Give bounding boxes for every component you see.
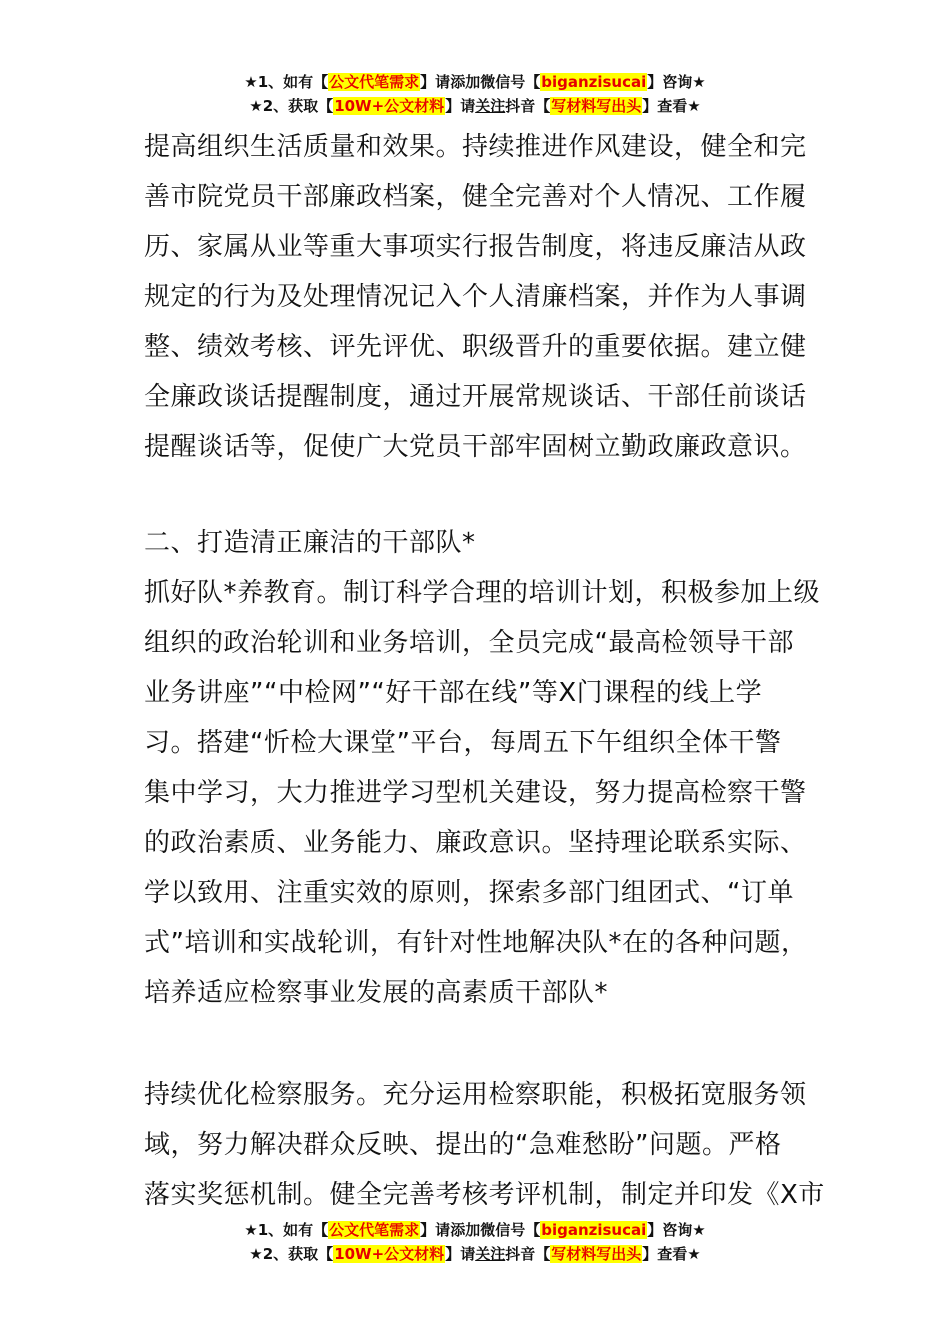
banner-text: 】咨询★	[647, 1221, 706, 1239]
banner-text: 】咨询★	[647, 73, 706, 91]
banner-text: 关注	[475, 1245, 506, 1263]
paragraph-line: 整、绩效考核、评先评优、职级晋升的重要依据。建立健	[144, 332, 807, 362]
banner-highlight: biganzisucai	[541, 73, 647, 91]
banner-line-2	[0, 1242, 950, 1266]
paragraph-line: 域，努力解决群众反映、提出的“急难愁盼”问题。严格	[144, 1130, 782, 1160]
banner-line-1	[0, 1218, 950, 1242]
banner-line-2	[0, 94, 950, 118]
paragraph-line: 的政治素质、业务能力、廉政意识。坚持理论联系实际、	[144, 828, 807, 858]
paragraph-line: 规定的行为及处理情况记入个人清廉档案，并作为人事调	[144, 282, 807, 312]
banner-text: ★2、获取【	[249, 1245, 334, 1263]
banner-text: 添加	[450, 1221, 481, 1239]
banner-text: 】请	[445, 1245, 476, 1263]
paragraph-line: 习。搭建“忻检大课堂”平台，每周五下午组织全体干警	[144, 728, 782, 758]
banner-text: 微信号【	[480, 1221, 541, 1239]
banner-text: 】查看★	[642, 97, 701, 115]
paragraph-line: 提高组织生活质量和效果。持续推进作风建设，健全和完	[144, 132, 807, 162]
header-banner	[0, 70, 950, 118]
banner-text: 抖音【	[505, 97, 551, 115]
section-heading: 二、打造清正廉洁的干部队*	[144, 528, 476, 558]
banner-text: ★1、如有【	[244, 1221, 329, 1239]
banner-text: 添加	[450, 73, 481, 91]
banner-highlight: 写材料写出头	[551, 1245, 642, 1263]
paragraph-line: 式”培训和实战轮训，有针对性地解决队*在的各种问题，	[144, 928, 808, 958]
paragraph-line: 提醒谈话等，促使广大党员干部牢固树立勤政廉政意识。	[144, 432, 807, 462]
banner-text: ★1、如有【	[244, 73, 329, 91]
banner-highlight: 公文代笔需求	[329, 73, 420, 91]
document-body	[144, 122, 825, 1220]
paragraph-line: 抓好队*养教育。制订科学合理的培训计划，积极参加上级	[144, 578, 821, 608]
paragraph-line: 集中学习，大力推进学习型机关建设，努力提高检察干警	[144, 778, 807, 808]
paragraph-gap	[144, 472, 808, 518]
banner-highlight: 10W+公文材料	[334, 97, 445, 115]
banner-highlight: biganzisucai	[541, 1221, 647, 1239]
banner-text: 微信号【	[480, 73, 541, 91]
banner-text: 抖音【	[505, 1245, 551, 1263]
banner-text: 】请	[420, 1221, 451, 1239]
paragraph-gap	[144, 1018, 808, 1070]
footer-banner	[0, 1218, 950, 1266]
paragraph-line: 组织的政治轮训和业务培训，全员完成“最高检领导干部	[144, 628, 794, 658]
paragraph-line: 持续优化检察服务。充分运用检察职能，积极拓宽服务领	[144, 1080, 807, 1110]
paragraph-line: 学以致用、注重实效的原则，探索多部门组团式、“订单	[144, 878, 794, 908]
paragraph-line: 业务讲座”“中检网”“好干部在线”等X门课程的线上学	[144, 678, 763, 708]
banner-highlight: 10W+公文材料	[334, 1245, 445, 1263]
paragraph-line: 善市院党员干部廉政档案，健全完善对个人情况、工作履	[144, 182, 807, 212]
banner-line-1	[0, 70, 950, 94]
paragraph-line: 培养适应检察事业发展的高素质干部队*	[144, 978, 609, 1008]
banner-text: 关注	[475, 97, 506, 115]
paragraph-line: 历、家属从业等重大事项实行报告制度，将违反廉洁从政	[144, 232, 807, 262]
banner-text: ★2、获取【	[249, 97, 334, 115]
banner-highlight: 公文代笔需求	[329, 1221, 420, 1239]
banner-highlight: 写材料写出头	[551, 97, 642, 115]
paragraph-line: 全廉政谈话提醒制度，通过开展常规谈话、干部任前谈话	[144, 382, 807, 412]
banner-text: 】请	[445, 97, 476, 115]
paragraph-line: 落实奖惩机制。健全完善考核考评机制，制定并印发《X市	[144, 1180, 825, 1210]
banner-text: 】查看★	[642, 1245, 701, 1263]
banner-text: 】请	[420, 73, 451, 91]
